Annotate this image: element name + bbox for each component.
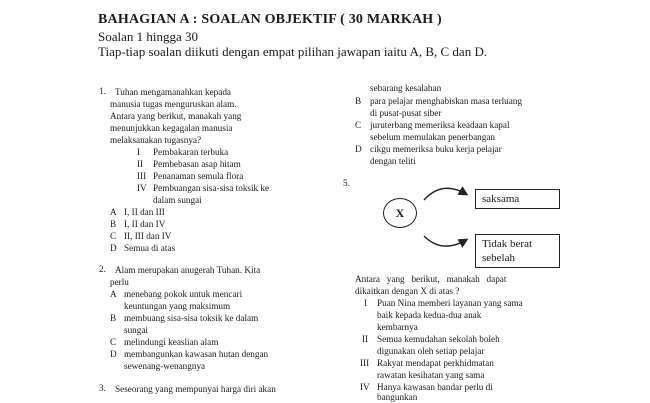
- item-text: baik kepada kedua-dua anak: [377, 310, 482, 320]
- item-number: II: [362, 334, 369, 344]
- option-text: sewenang-wenangnya: [124, 361, 206, 371]
- option-text: Semua di atas: [124, 243, 176, 253]
- box-label: Tidak berat: [482, 238, 533, 250]
- circle-label: X: [395, 205, 405, 220]
- item-text: Penanaman semula flora: [153, 171, 244, 181]
- item-number: I: [364, 298, 368, 308]
- item-text-cont: dalam sungai: [153, 195, 202, 205]
- item-number: III: [137, 171, 147, 181]
- item-text: kembarnya: [377, 322, 418, 332]
- option-text: keuntungan yang maksimum: [124, 301, 231, 311]
- option-text: juruterbang memeriksa keadaan kapal: [370, 120, 510, 130]
- option-text: dengan teliti: [370, 156, 416, 166]
- option-text: II, III dan IV: [124, 231, 172, 241]
- option-letter[interactable]: D: [110, 243, 117, 253]
- question-stem-line: Antara yang berikut, manakah yang: [110, 111, 242, 121]
- item-text: rawatan kesihatan yang sama: [377, 370, 485, 380]
- question-stem-line: melaksanakan tugasnya?: [110, 135, 202, 145]
- item-text: Pembebasan asap hitam: [153, 159, 241, 169]
- box-saksama: [475, 189, 560, 209]
- option-text: membangunkan kawasan hutan dengan: [124, 349, 269, 359]
- option-letter[interactable]: C: [110, 231, 117, 241]
- arrow-up-icon: [424, 188, 466, 200]
- instructions: Tiap-tiap soalan diikuti dengan empat pilihan jawapan iaitu A, B, C dan D.: [98, 44, 488, 59]
- item-text: Puan Nina memberi layanan yang sama: [377, 298, 523, 308]
- item-number: IV: [137, 183, 147, 193]
- item-text: Semua kemudahan sekolah boleh: [377, 334, 500, 344]
- option-letter[interactable]: C: [355, 120, 362, 130]
- box-label: sebelah: [482, 252, 515, 264]
- question-stem-line: menunjukkan kegagalan manusia: [110, 123, 233, 133]
- option-text: melindungi keaslian alam: [124, 337, 219, 347]
- item-number: III: [360, 358, 370, 368]
- option-letter[interactable]: A: [110, 289, 117, 299]
- option-text: sebarang kesalahan: [370, 83, 442, 93]
- question-stem-line: perlu: [110, 277, 129, 287]
- option-text: sungai: [124, 325, 148, 335]
- item-number: I: [137, 147, 141, 157]
- item-text: digunakan oleh setiap pelajar: [377, 346, 485, 356]
- question-stem-line: Seseorang yang mempunyai harga diri akan: [115, 384, 276, 394]
- item-text: Rakyat mendapat perkhidmatan: [377, 358, 494, 368]
- option-letter[interactable]: B: [110, 313, 117, 323]
- question-stem-line: manusia tugas menguruskan alam.: [110, 99, 237, 109]
- option-text: sebelum memulakan penerbangan: [370, 132, 496, 142]
- option-letter[interactable]: D: [110, 349, 117, 359]
- question-number: 3.: [99, 383, 106, 393]
- question-number: 1.: [99, 86, 106, 96]
- item-number: IV: [360, 382, 370, 392]
- box-label: saksama: [482, 193, 520, 205]
- option-letter[interactable]: C: [110, 337, 117, 347]
- option-letter[interactable]: D: [355, 144, 362, 154]
- question-stem-line: dikaitkan dengan X di atas ?: [355, 286, 460, 296]
- option-text: I, II dan III: [124, 207, 165, 217]
- option-letter[interactable]: B: [110, 219, 117, 229]
- question-stem-line: Tuhan mengamanahkan kepada: [115, 87, 232, 97]
- question-number: 2.: [99, 264, 106, 274]
- option-letter[interactable]: A: [110, 207, 117, 217]
- option-text: membuang sisa-sisa toksik ke dalam: [124, 313, 259, 323]
- section-title: BAHAGIAN A : SOALAN OBJEKTIF ( 30 MARKAH ): [98, 12, 442, 27]
- box-tidak-berat-sebelah: [475, 234, 560, 268]
- question-stem-line: Antara yang berikut, manakah dapat: [355, 274, 507, 284]
- item-number: II: [137, 159, 144, 169]
- item-text: Hanya kawasan bandar perlu di: [377, 382, 493, 392]
- item-text: Pembakaran terbuka: [153, 147, 229, 157]
- x-circle: [383, 198, 417, 228]
- option-text: para pelajar menghabiskan masa terluang: [370, 96, 523, 106]
- curved-arrows-icon: [418, 178, 474, 258]
- question-range: Soalan 1 hingga 30: [98, 29, 199, 44]
- option-text: cikgu memeriksa buku kerja pelajar: [370, 144, 502, 154]
- item-text: Pembuangan sisa-sisa toksik ke: [153, 183, 270, 193]
- option-text: di pusat-pusat siber: [370, 108, 442, 118]
- option-text: I, II dan IV: [124, 219, 166, 229]
- option-letter[interactable]: B: [355, 96, 362, 106]
- arrow-down-icon: [424, 236, 466, 246]
- question-stem-line: Alam merupakan anugerah Tuhan. Kita: [115, 265, 261, 275]
- item-text: bangunkan: [377, 392, 418, 402]
- option-text: menebang pokok untuk mencari: [124, 289, 243, 299]
- question-number: 5.: [343, 178, 350, 188]
